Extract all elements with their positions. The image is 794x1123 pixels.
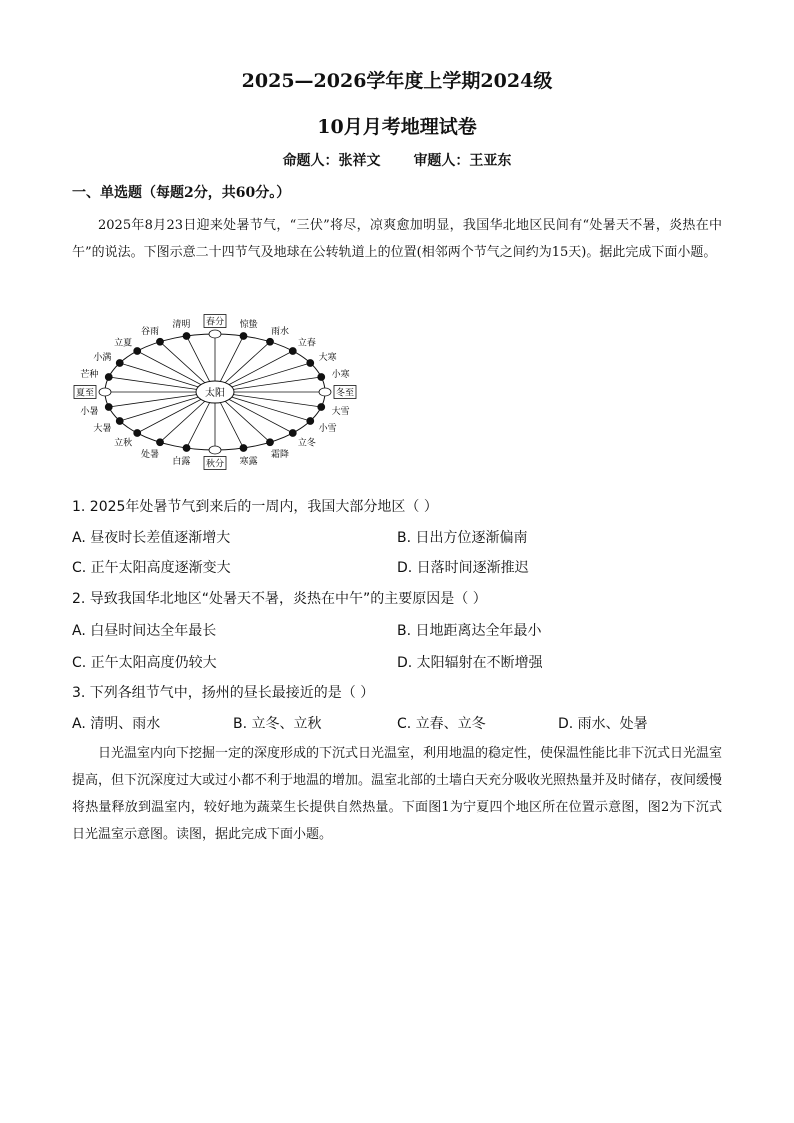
earth-position-15 xyxy=(157,439,164,446)
term-label: 冬至 xyxy=(335,388,355,399)
earth-position-17 xyxy=(116,418,123,425)
term-label: 春分 xyxy=(205,317,225,328)
passage-2: 日光温室内向下挖掘一定的深度形成的下沉式日光温室，利用地温的稳定性，使保温性能比非下沉式日光温室提高，但下沉深度过大或过小都不利于地温的增加。温室北部的土墙白天充分吸收光照热量并及时储存，夜间缓慢将热量释放到温室内，较好地为蔬菜生长提供自然热量。下面图1为宁夏四个地区所在位置示意图，图2为下沉式日光温室示意图。读图，据此完成下面小题。 xyxy=(72,746,723,842)
earth-position-3 xyxy=(267,338,274,345)
q3-option-c[interactable]: C. 立春、立冬 xyxy=(397,716,486,732)
earth-position-22 xyxy=(134,347,141,354)
term-label: 立秋 xyxy=(114,438,133,449)
setter-label: 命题人：张祥文 xyxy=(282,153,381,169)
earth-position-10 xyxy=(289,430,296,437)
term-label: 寒露 xyxy=(239,457,258,468)
earth-position-8 xyxy=(318,404,325,411)
reviewer-label: 审题人：王亚东 xyxy=(413,153,512,169)
earth-position-21 xyxy=(116,360,123,367)
term-label: 秋分 xyxy=(205,459,225,470)
exam-title: 2025—2026学年度上学期2024级 xyxy=(241,70,553,92)
question-3-stem: 3. 下列各组节气中，扬州的昼长最接近的是（ ） xyxy=(72,685,375,701)
term-label: 立春 xyxy=(297,338,316,349)
section-heading: 一、单选题（每题2分，共60分。） xyxy=(72,185,291,201)
q2-option-b[interactable]: B. 日地距离达全年最小 xyxy=(397,623,542,639)
term-label: 立夏 xyxy=(114,338,133,349)
sun-label: 太阳 xyxy=(205,388,225,399)
term-label: 小寒 xyxy=(331,370,350,381)
earth-position-24 xyxy=(183,332,190,339)
question-1-stem: 1. 2025年处暑节气到来后的一周内，我国大部分地区（ ） xyxy=(72,499,438,515)
passage-1: 2025年8月23日迎来处暑节气，“三伏”将尽，凉爽愈加明显，我国华北地区民间有“处暑天不暑，炎热在中午”的说法。下图示意二十四节气及地球在公转轨道上的位置(相邻两个节气之间约为15天)。据此完成下面小题。 xyxy=(72,218,722,260)
q3-option-a[interactable]: A. 清明、雨水 xyxy=(72,716,161,732)
term-label: 处暑 xyxy=(140,449,160,460)
earth-position-2 xyxy=(240,332,247,339)
term-label: 霜降 xyxy=(270,449,290,460)
earth-position-4 xyxy=(289,347,296,354)
earth-position-19 xyxy=(99,388,111,396)
earth-position-5 xyxy=(307,360,314,367)
earth-position-13 xyxy=(209,446,221,454)
term-label: 芒种 xyxy=(80,370,99,381)
term-label: 雨水 xyxy=(270,327,290,338)
earth-position-18 xyxy=(105,404,112,411)
q2-option-c[interactable]: C. 正午太阳高度仍较大 xyxy=(72,655,217,671)
term-label: 夏至 xyxy=(75,388,95,399)
term-label: 小雪 xyxy=(318,424,337,434)
earth-position-14 xyxy=(183,445,190,452)
earth-position-16 xyxy=(134,430,141,437)
earth-position-11 xyxy=(267,439,274,446)
term-label: 大雪 xyxy=(331,406,350,417)
earth-position-23 xyxy=(157,338,164,345)
q3-option-b[interactable]: B. 立冬、立秋 xyxy=(233,716,322,732)
earth-position-1 xyxy=(209,330,221,338)
term-label: 清明 xyxy=(172,319,191,330)
earth-position-12 xyxy=(240,445,247,452)
term-label: 小暑 xyxy=(80,406,99,417)
term-label: 白露 xyxy=(172,457,191,468)
q1-option-d[interactable]: D. 日落时间逐渐推迟 xyxy=(397,560,529,576)
solar-terms-diagram xyxy=(70,306,360,478)
term-label: 惊蛰 xyxy=(239,319,258,330)
q1-option-b[interactable]: B. 日出方位逐渐偏南 xyxy=(397,530,528,546)
term-label: 大寒 xyxy=(318,353,337,363)
authors-line xyxy=(0,150,794,170)
question-2-stem: 2. 导致我国华北地区“处暑天不暑，炎热在中午”的主要原因是（ ） xyxy=(72,591,487,607)
earth-position-7 xyxy=(319,388,331,396)
q1-option-c[interactable]: C. 正午太阳高度逐渐变大 xyxy=(72,560,231,576)
q2-option-d[interactable]: D. 太阳辐射在不断增强 xyxy=(397,655,543,671)
earth-position-9 xyxy=(307,418,314,425)
term-label: 立冬 xyxy=(297,438,316,449)
exam-subtitle: 10月月考地理试卷 xyxy=(317,116,477,138)
q2-option-a[interactable]: A. 白昼时间达全年最长 xyxy=(72,623,217,639)
term-label: 谷雨 xyxy=(140,327,160,338)
term-label: 小满 xyxy=(93,353,112,363)
q1-option-a[interactable]: A. 昼夜时长差值逐渐增大 xyxy=(72,530,231,546)
q3-option-d[interactable]: D. 雨水、处暑 xyxy=(558,716,648,732)
earth-position-6 xyxy=(318,373,325,380)
term-label: 大暑 xyxy=(93,424,112,434)
earth-position-20 xyxy=(105,373,112,380)
